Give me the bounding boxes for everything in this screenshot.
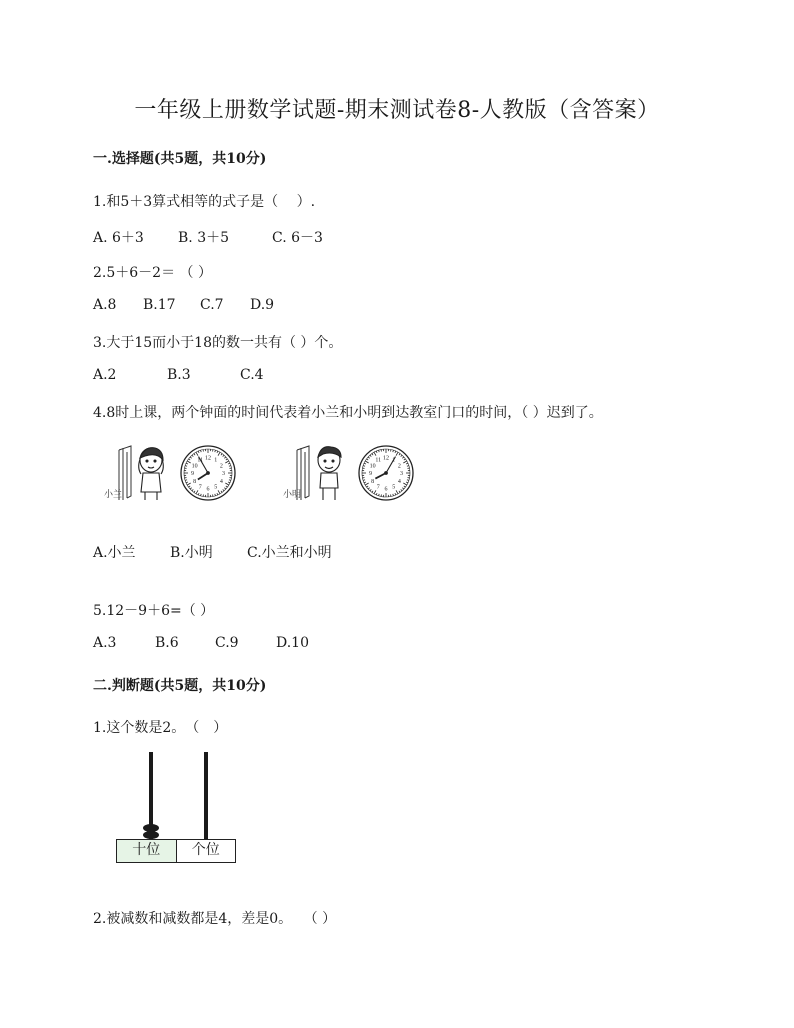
clock-tick: [201, 494, 202, 496]
clock-tick: [187, 461, 190, 463]
clock-tick: [401, 489, 402, 490]
clock-number: 10: [191, 463, 198, 470]
clock-tick: [403, 461, 406, 463]
clock-number: 11: [375, 457, 382, 464]
clock-tick: [367, 486, 369, 487]
clock-tick: [185, 480, 187, 481]
q2-text: 2.5＋6－2＝ （ ）: [93, 265, 212, 281]
s2-q1-text: 1.这个数是2。 （ ）: [93, 720, 228, 736]
clock-tick: [372, 491, 373, 493]
clock-number: 5: [214, 484, 218, 491]
clock-tick: [393, 450, 394, 452]
q4-option-c: C.小兰和小明: [247, 545, 332, 561]
q4-option-b: B.小明: [170, 545, 213, 561]
clock-tick: [407, 480, 409, 481]
clock-tick: [218, 452, 220, 455]
clock-tick: [396, 452, 398, 455]
clock-number: 9: [191, 471, 194, 477]
clock-tick: [395, 493, 396, 495]
clock-tick: [396, 490, 398, 493]
clock-tick: [407, 466, 409, 467]
clock-tick: [226, 486, 228, 487]
ones-rod: [204, 752, 208, 840]
clock-tick: [217, 493, 218, 495]
q3-option-c: C.4: [240, 367, 264, 383]
clock-number: 4: [219, 478, 223, 485]
clock-tick: [185, 466, 187, 467]
clock-tick: [224, 488, 225, 489]
clock-number: 4: [397, 478, 401, 485]
clock-tick: [198, 451, 199, 453]
clock-tick: [406, 463, 408, 464]
tens-label: 十位: [117, 840, 177, 862]
clock-number: 3: [400, 471, 403, 477]
figure-xiaoming-door-clock: [283, 442, 418, 504]
clock-right-icon: [359, 446, 413, 500]
q5-options: [93, 635, 309, 651]
q2-option-c: C.7: [200, 297, 224, 313]
clock-number: 9: [369, 471, 372, 477]
clock-number: 7: [198, 484, 202, 491]
clock-tick: [404, 459, 406, 460]
clock-tick: [379, 494, 380, 496]
clock-tick: [187, 483, 190, 485]
clock-tick: [403, 483, 406, 485]
q3-options: [93, 367, 264, 383]
q1-option-c: C. 6－3: [272, 230, 323, 246]
clock-tick: [364, 463, 366, 464]
clock-tick: [399, 491, 400, 493]
clock-number: 8: [371, 478, 375, 485]
clock-number: 12: [383, 455, 389, 462]
abacus-figure: [116, 752, 238, 842]
clock-tick: [395, 451, 396, 453]
section2-heading: 二.判断题(共5题，共10分): [93, 678, 267, 694]
clock-tick: [402, 488, 403, 489]
clock-tick: [406, 482, 408, 483]
clock-tick: [215, 494, 216, 496]
clock-tick: [192, 455, 193, 456]
page-title: 一年级上册数学试题-期末测试卷8-人教版（含答案）: [134, 98, 660, 123]
clock-tick: [221, 454, 222, 456]
label-xiaoming: 小明: [283, 490, 302, 500]
clock-number: 7: [376, 484, 380, 491]
q5-option-b: B.6: [155, 635, 179, 651]
clock-tick: [223, 455, 224, 456]
clock-tick: [198, 493, 199, 495]
clock-tick: [221, 491, 222, 493]
clock-number: 10: [369, 463, 376, 470]
clock-number: 8: [193, 478, 197, 485]
clock-tick: [363, 480, 365, 481]
clock-tick: [215, 450, 216, 452]
clock-number: 12: [205, 455, 211, 462]
abacus-bead: [143, 831, 159, 839]
q4-option-a: A.小兰: [93, 545, 136, 561]
clock-number: 2: [219, 463, 223, 470]
clock-tick: [370, 455, 371, 456]
q5-text: 5.12－9＋6=（ ）: [93, 603, 215, 619]
clock-tick: [186, 463, 188, 464]
clock-tick: [190, 488, 191, 489]
clock-tick: [218, 490, 220, 493]
clock-tick: [365, 483, 368, 485]
clock-tick: [190, 457, 191, 458]
clock-tick: [364, 482, 366, 483]
clock-tick: [196, 490, 198, 493]
q1-text: 1.和5＋3算式相等的式子是（ ）.: [93, 194, 316, 210]
clock-tick: [404, 486, 406, 487]
q2-option-a: A.8: [93, 297, 117, 313]
tens-beads: [143, 824, 159, 839]
clock-tick: [192, 489, 193, 490]
section1-heading: 一.选择题(共5题，共10分): [93, 151, 267, 167]
girl-icon: [139, 448, 164, 500]
clock-tick: [226, 459, 228, 460]
q2-option-b: B.17: [143, 297, 176, 313]
q5-option-d: D.10: [276, 635, 309, 651]
clock-number: 6: [206, 486, 210, 493]
place-value-box: [116, 839, 236, 863]
clock-tick: [229, 466, 231, 467]
q3-text: 3.大于15而小于18的数一共有（ ）个。: [93, 335, 343, 351]
clock-tick: [196, 452, 198, 455]
clock-tick: [402, 457, 403, 458]
clock-tick: [201, 450, 202, 452]
clock-tick: [186, 482, 188, 483]
boy-icon: [318, 447, 341, 500]
clock-tick: [393, 494, 394, 496]
clock-tick: [224, 457, 225, 458]
clock-number: 3: [222, 471, 225, 477]
q4-options: [93, 542, 332, 562]
ones-label: 个位: [191, 842, 220, 858]
q4-text: 4.8时上课，两个钟面的时间代表着小兰和小明到达教室门口的时间，（ ）迟到了。: [93, 405, 603, 421]
q5-option-c: C.9: [215, 635, 239, 651]
clock-tick: [194, 491, 195, 493]
clock-tick: [399, 454, 400, 456]
clock-tick: [376, 451, 377, 453]
q3-option-b: B.3: [167, 367, 191, 383]
clock-tick: [374, 452, 376, 455]
clock-tick: [225, 483, 228, 485]
clock-number: 1: [392, 457, 396, 464]
clock-tick: [379, 450, 380, 452]
q2-options: [93, 297, 274, 313]
clock-tick: [368, 488, 369, 489]
clock-tick: [217, 451, 218, 453]
s2-q2-text: 2.被减数和减数都是4，差是0。 （ ）: [93, 911, 337, 927]
q1-options: [93, 227, 323, 247]
q5-option-a: A.3: [93, 635, 117, 651]
clock-tick: [228, 482, 230, 483]
clock-tick: [228, 463, 230, 464]
clock-tick: [189, 459, 191, 460]
clock-tick: [365, 461, 368, 463]
abacus-bead: [143, 824, 159, 832]
clock-tick: [367, 459, 369, 460]
clock-number: 2: [397, 463, 401, 470]
clock-tick: [223, 489, 224, 490]
figure-xiaolan-door-clock: [105, 442, 240, 504]
label-xiaolan: 小兰: [104, 490, 123, 500]
clock-number: 11: [197, 457, 204, 464]
clock-tick: [229, 480, 231, 481]
clock-tick: [401, 455, 402, 456]
q3-option-a: A.2: [93, 367, 117, 383]
clock-number: 5: [392, 484, 396, 491]
q1-option-b: B. 3＋5: [178, 230, 230, 246]
clock-tick: [376, 493, 377, 495]
clock-left-icon: [181, 446, 235, 500]
clock-tick: [368, 457, 369, 458]
q1-option-a: A. 6＋3: [93, 230, 144, 246]
clock-tick: [194, 454, 195, 456]
clock-tick: [374, 490, 376, 493]
clock-tick: [370, 489, 371, 490]
clock-tick: [225, 461, 228, 463]
clock-number: 1: [214, 457, 218, 464]
clock-number: 6: [384, 486, 388, 493]
q2-option-d: D.9: [250, 297, 275, 313]
clock-tick: [363, 466, 365, 467]
clock-tick: [189, 486, 191, 487]
clock-tick: [372, 454, 373, 456]
